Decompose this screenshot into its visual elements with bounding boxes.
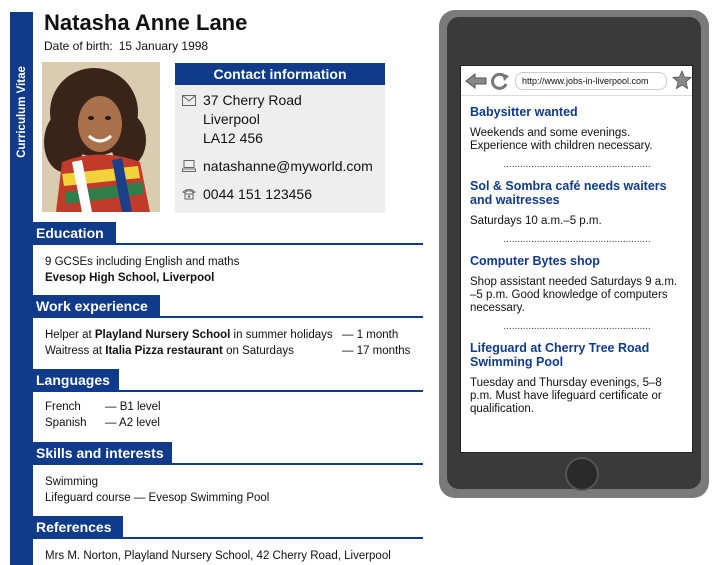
- references-heading: References: [33, 516, 123, 538]
- skills-heading: Skills and interests: [33, 442, 172, 464]
- url-bar[interactable]: http://www.jobs-in-liverpool.com: [515, 72, 667, 90]
- skills-line-1: Swimming: [45, 476, 99, 488]
- languages-body: [45, 399, 161, 431]
- references-body: [45, 548, 391, 564]
- smartphone: [439, 10, 709, 498]
- job-ad-text: Weekends and some evenings. Experience with children necessary.: [470, 127, 653, 152]
- address-line-3: LA12 456: [203, 130, 263, 146]
- email-row: [181, 157, 373, 176]
- work-prefix: Waitress at: [45, 345, 106, 357]
- separator-dots: .....................................................: [503, 321, 651, 332]
- phone-value: 0044 151 123456: [203, 186, 312, 202]
- job-ad[interactable]: [470, 341, 684, 416]
- separator-dots: .....................................................: [503, 234, 651, 245]
- job-ad-text: Saturdays 10 a.m.–5 p.m.: [470, 215, 602, 227]
- work-prefix: Helper at: [45, 329, 95, 341]
- computer-icon: [181, 159, 197, 173]
- envelope-icon: [181, 93, 197, 107]
- education-line-2: Evesop High School, Liverpool: [45, 272, 215, 284]
- skills-line-2: Lifeguard course — Evesop Swimming Pool: [45, 492, 270, 504]
- job-ad[interactable]: [470, 105, 684, 153]
- date-of-birth: [44, 39, 208, 53]
- phone-screen: [460, 65, 693, 453]
- language-name: French: [45, 401, 81, 413]
- work-row: [45, 343, 425, 359]
- work-heading: Work experience: [33, 295, 160, 317]
- back-arrow-icon[interactable]: [464, 71, 488, 96]
- star-bookmark-icon[interactable]: [672, 70, 692, 95]
- languages-rule: [33, 390, 423, 392]
- work-suffix: in summer holidays: [230, 329, 333, 341]
- job-ad[interactable]: [470, 179, 684, 228]
- language-row: [45, 415, 161, 431]
- work-suffix: on Saturdays: [222, 345, 294, 357]
- home-button[interactable]: [565, 457, 599, 491]
- profile-photo: [42, 62, 160, 212]
- work-duration: — 17 months: [342, 345, 411, 357]
- phone-row: [181, 185, 312, 204]
- job-ad-title[interactable]: Lifeguard at Cherry Tree Road Swimming Pool: [470, 341, 650, 369]
- job-ad-text: Tuesday and Thursday evenings, 5–8 p.m. Must have lifeguard certificate or qualification.: [470, 377, 662, 415]
- references-rule: [33, 537, 423, 539]
- work-place: Playland Nursery School: [94, 329, 231, 341]
- languages-heading: Languages: [33, 369, 119, 391]
- address-row: [181, 91, 302, 148]
- cv-side-label: Curriculum Vitae: [16, 66, 28, 158]
- address-line-1: 37 Cherry Road: [203, 92, 302, 108]
- skills-body: [45, 474, 269, 506]
- work-rule: [33, 316, 423, 318]
- language-level: — A2 level: [105, 417, 160, 429]
- job-ad[interactable]: [470, 254, 684, 315]
- refresh-icon[interactable]: [489, 71, 511, 96]
- contact-panel: [175, 63, 385, 213]
- phone-body: [447, 17, 701, 489]
- separator-dots: .....................................................: [503, 159, 651, 170]
- dob-label: Date of birth:: [44, 39, 113, 53]
- language-name: Spanish: [45, 417, 87, 429]
- browser-toolbar: [461, 66, 692, 96]
- language-level: — B1 level: [105, 401, 161, 413]
- education-rule: [33, 243, 423, 245]
- job-ad-title[interactable]: Babysitter wanted: [470, 105, 578, 119]
- person-name: Natasha Anne Lane: [44, 10, 248, 35]
- education-body: [45, 254, 239, 286]
- references-line-1: Mrs M. Norton, Playland Nursery School, 42 Cherry Road, Liverpool: [45, 550, 391, 562]
- skills-rule: [33, 463, 423, 465]
- job-listings-page: [461, 97, 693, 453]
- contact-header: Contact information: [175, 63, 385, 85]
- address-line-2: Liverpool: [203, 111, 260, 127]
- education-line-1: 9 GCSEs including English and maths: [45, 256, 240, 268]
- education-heading: Education: [33, 222, 116, 244]
- dob-value: 15 January 1998: [118, 39, 209, 53]
- telephone-icon: [181, 187, 197, 201]
- job-ad-title[interactable]: Sol & Sombra café needs waiters and waitresses: [470, 179, 667, 207]
- language-row: [45, 399, 161, 415]
- work-body: [45, 327, 425, 359]
- email-value: natashanne@myworld.com: [203, 158, 373, 174]
- work-place: Italia Pizza restaurant: [105, 345, 223, 357]
- work-row: [45, 327, 425, 343]
- job-ad-title[interactable]: Computer Bytes shop: [470, 254, 600, 268]
- work-duration: — 1 month: [342, 329, 399, 341]
- job-ad-text: Shop assistant needed Saturdays 9 a.m. –5 p.m. Good knowledge of computers necessary.: [470, 276, 678, 314]
